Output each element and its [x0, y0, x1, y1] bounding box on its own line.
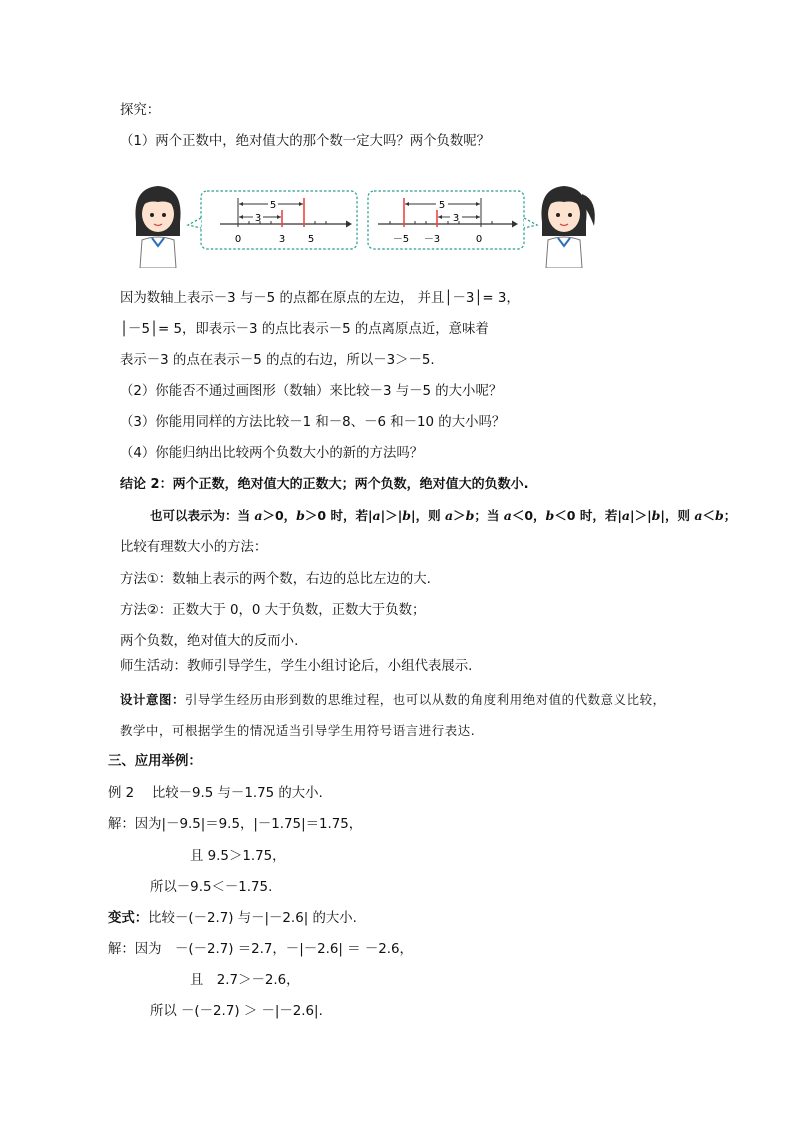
- method-2: 方法②：正数大于 0，0 大于负数，正数大于负数；: [120, 603, 426, 618]
- segment-label-small-right: 3: [452, 213, 460, 224]
- methods-title: 比较有理数大小的方法：: [120, 540, 268, 555]
- reasoning-line-3: 表示－3 的点在表示－5 的点的右边，所以－3＞－5.: [120, 353, 435, 368]
- reasoning-line-2: │－5│= 5，即表示－3 的点比表示－5 的点离原点近，意味着: [120, 322, 489, 337]
- method-2-continued: 两个负数，绝对值大的反而小.: [120, 634, 299, 649]
- teacher-student-activity: 师生活动：教师引导学生，学生小组讨论后，小组代表展示.: [120, 659, 473, 674]
- variant-solution-2: 且 2.7＞－2.6，: [190, 973, 300, 988]
- girl-right-illustration: [541, 186, 594, 268]
- question-1: （1）两个正数中，绝对值大的那个数一定大吗？两个负数呢？: [120, 134, 491, 149]
- design-intent-label: 设计意图：: [120, 692, 185, 707]
- method-1: 方法①：数轴上表示的两个数，右边的总比左边的大.: [120, 572, 431, 587]
- explore-heading: 探究：: [120, 103, 161, 118]
- question-4: （4）你能归纳出比较两个负数大小的新的方法吗？: [120, 446, 424, 461]
- girl-left-illustration: [135, 186, 180, 268]
- question-2: （2）你能否不通过画图形（数轴）来比较－3 与－5 的大小呢？: [120, 384, 503, 399]
- number-line-right: [378, 198, 518, 245]
- variant-solution-3: 所以 －(－2.7) ＞ －|－2.6|.: [150, 1004, 323, 1019]
- example-2-problem: 例 2 比较－9.5 与－1.75 的大小.: [108, 786, 323, 801]
- variant-label: 变式：: [108, 911, 149, 926]
- segment-label-big-left: 5: [269, 200, 277, 211]
- number-line-left: [220, 198, 352, 245]
- example-2-solution-2: 且 9.5＞1.75，: [190, 849, 286, 864]
- section-3-heading: 三、应用举例：: [108, 754, 202, 769]
- segment-label-big-right: 5: [438, 200, 446, 211]
- tick-label-neg5: －5: [392, 234, 410, 245]
- segment-label-small-left: 3: [254, 213, 262, 224]
- tick-label-neg3: －3: [423, 234, 441, 245]
- example-2-solution-1: 解：因为|－9.5|＝9.5，|－1.75|＝1.75，: [108, 817, 363, 832]
- conclusion-formal: 也可以表示为：当 a＞0，b＞0 时，若|a|＞|b|，则 a＞b；当 a＜0，b＜0 时，若|a|＞|b|，则 a＜b；: [150, 508, 737, 523]
- conclusion-2: 结论 2：两个正数，绝对值大的正数大；两个负数，绝对值大的负数小.: [120, 477, 529, 492]
- variant-solution-1: 解：因为 －(－2.7) ＝2.7，－|－2.6| ＝ －2.6，: [108, 942, 413, 957]
- tick-label-0-right: 0: [475, 234, 483, 245]
- tick-label-5: 5: [307, 234, 315, 245]
- example-2-solution-3: 所以－9.5＜－1.75.: [150, 880, 273, 895]
- variant-problem: 变式：比较－(－2.7) 与－|－2.6| 的大小.: [108, 911, 357, 926]
- design-intent-line-2: 教学中，可根据学生的情况适当引导学生用符号语言进行表达.: [120, 723, 476, 738]
- design-intent-line-1: 设计意图：引导学生经历由形到数的思维过程，也可以从数的角度利用绝对值的代数意义比较，: [120, 692, 666, 707]
- question-3: （3）你能用同样的方法比较－1 和－8、－6 和－10 的大小吗？: [120, 415, 506, 430]
- tick-label-0-left: 0: [234, 234, 242, 245]
- number-line-figure: [128, 180, 708, 268]
- tick-label-3: 3: [278, 234, 286, 245]
- reasoning-line-1: 因为数轴上表示－3 与－5 的点都在原点的左边， 并且│－3│= 3，: [120, 291, 520, 306]
